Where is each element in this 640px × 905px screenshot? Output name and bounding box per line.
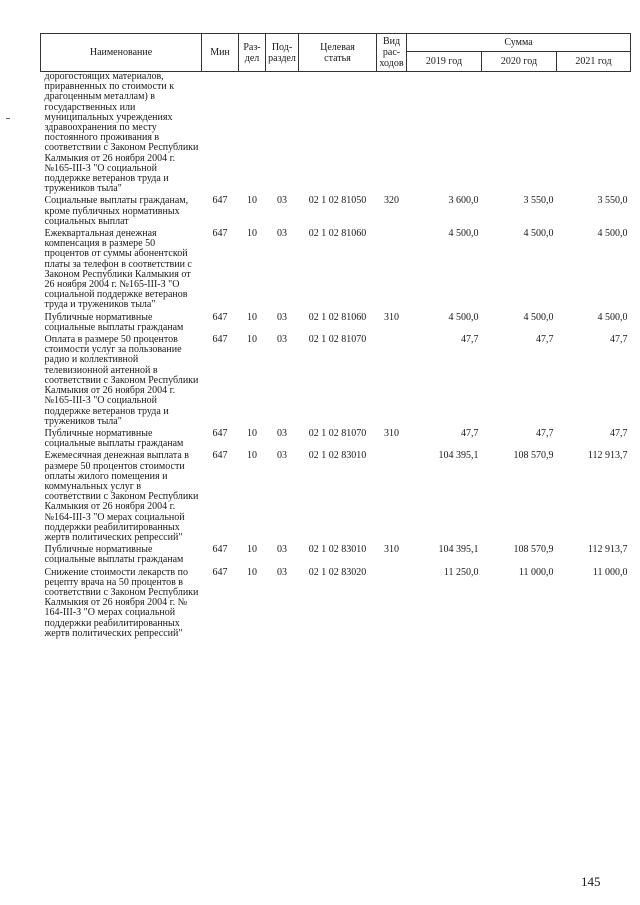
row-sum-2021: 112 913,7 — [587, 450, 628, 462]
row-target: 02 1 02 83010 — [308, 450, 367, 462]
row-podrazdel: 03 — [277, 450, 287, 462]
row-sum-2020: 108 570,9 — [513, 544, 554, 556]
row-sum-2021: 4 500,0 — [597, 311, 628, 323]
row-podrazdel: 03 — [277, 311, 287, 323]
row-sum-2021: 47,7 — [610, 334, 628, 346]
row-sum-2021: 3 550,0 — [597, 195, 628, 207]
row-razdel: 10 — [247, 311, 257, 323]
row-target: 02 1 02 83020 — [308, 566, 367, 578]
row-target: 02 1 02 81050 — [308, 195, 367, 207]
table-row — [41, 313, 631, 335]
row-vid: 310 — [384, 427, 399, 439]
header-year-2020: 2020 год — [482, 52, 557, 72]
table-row — [41, 196, 631, 229]
row-name: Снижение стоимости лекарств по рецепту врача на 50 процентов в соответствии с Законом Республики Калмыкия от 26 ноября 2004 г. № 164-III-З "О мерах социальной поддержки реабилитированных жертв политических репрессий" — [44, 566, 199, 639]
row-target: 02 1 02 81070 — [308, 334, 367, 346]
row-target: 02 1 02 81060 — [308, 228, 367, 240]
row-min: 647 — [212, 311, 228, 323]
budget-table — [40, 33, 631, 641]
header-vid: Вид рас- ходов — [377, 34, 407, 72]
row-podrazdel: 03 — [277, 544, 287, 556]
row-min: 647 — [212, 566, 228, 578]
row-sum-2021: 11 000,0 — [592, 566, 628, 578]
row-sum-2019: 11 250,0 — [443, 566, 479, 578]
row-name: Публичные нормативные социальные выплаты гражданам — [44, 427, 184, 450]
row-podrazdel: 03 — [277, 566, 287, 578]
table-row — [41, 429, 631, 451]
row-razdel: 10 — [247, 566, 257, 578]
header-razdel: Раз- дел — [239, 34, 266, 72]
row-vid: 310 — [384, 544, 399, 556]
row-min: 647 — [212, 195, 228, 207]
row-sum-2019: 4 500,0 — [448, 228, 479, 240]
row-min: 647 — [212, 450, 228, 462]
row-podrazdel: 03 — [277, 195, 287, 207]
row-vid — [377, 568, 407, 641]
row-vid — [377, 229, 407, 313]
row-sum-2020: 3 550,0 — [523, 195, 554, 207]
row-sum-2021: 112 913,7 — [587, 544, 628, 556]
row-podrazdel — [266, 72, 299, 197]
table-row — [41, 451, 631, 545]
row-min: 647 — [212, 228, 228, 240]
table-row — [41, 72, 631, 197]
row-sum-2019: 104 395,1 — [438, 450, 479, 462]
row-sum-2020: 4 500,0 — [523, 228, 554, 240]
table-row — [41, 335, 631, 429]
row-min: 647 — [212, 334, 228, 346]
row-razdel: 10 — [247, 427, 257, 439]
row-name: Ежемесячная денежная выплата в размере 50 процентов стоимости оплаты жилого помещения и коммунальных услуг в соответствии с Законом Республики Калмыкия от 26 ноября 2004 г. №164-III-З "О мерах социальной поддержки реабилитированных жертв политических репрессий" — [44, 450, 199, 543]
page-number: 145 — [581, 874, 601, 889]
row-target: 02 1 02 81070 — [308, 427, 367, 439]
table-header — [41, 34, 631, 72]
row-sum-2021: 4 500,0 — [597, 228, 628, 240]
row-target — [299, 72, 377, 197]
row-vid — [377, 72, 407, 197]
row-vid: 320 — [384, 195, 399, 207]
row-target: 02 1 02 81060 — [308, 311, 367, 323]
header-name: Наименование — [41, 34, 202, 72]
row-podrazdel: 03 — [277, 427, 287, 439]
row-vid — [377, 451, 407, 545]
margin-mark — [6, 118, 10, 119]
row-razdel: 10 — [247, 228, 257, 240]
row-min — [202, 72, 239, 197]
row-sum-2019 — [407, 72, 482, 197]
row-name: Ежеквартальная денежная компенсация в размере 50 процентов от суммы абонентской платы за телефон в соответствии с Законом Республики Калмыкия от 26 ноября 2004 г. №165-III-З "О социальной поддержке ветеранов труда и тружеников тыла" — [44, 228, 192, 311]
row-razdel: 10 — [247, 450, 257, 462]
row-sum-2020: 4 500,0 — [523, 311, 554, 323]
row-target: 02 1 02 83010 — [308, 544, 367, 556]
row-podrazdel: 03 — [277, 334, 287, 346]
header-podrazdel: Под- раздел — [266, 34, 299, 72]
row-name: дорогостоящих материалов, приравненных по стоимости к драгоценным металлам) в государственных или муниципальных учреждениях здравоохранения по месту постоянного проживания в соответствии с Законом Республики Калмыкия от 26 ноября 2004 г. №165-III-З "О социальной поддержке ветеранов труда и тружеников тыла" — [44, 71, 199, 195]
row-name: Публичные нормативные социальные выплаты гражданам — [44, 311, 184, 333]
header-sum: Сумма — [407, 34, 631, 52]
row-sum-2020: 11 000,0 — [518, 566, 554, 578]
row-name: Публичные нормативные социальные выплаты гражданам — [44, 544, 184, 566]
row-sum-2019: 3 600,0 — [448, 195, 479, 207]
row-sum-2020 — [482, 72, 557, 197]
row-razdel: 10 — [247, 544, 257, 556]
header-year-2021: 2021 год — [557, 52, 631, 72]
row-razdel: 10 — [247, 334, 257, 346]
row-vid — [377, 335, 407, 429]
row-sum-2021: 47,7 — [610, 427, 628, 439]
header-target: Целевая статья — [299, 34, 377, 72]
budget-table-sheet — [40, 33, 630, 641]
header-min: Мин — [202, 34, 239, 72]
row-name: Социальные выплаты гражданам, кроме публичных нормативных социальных выплат — [44, 195, 189, 227]
row-sum-2020: 47,7 — [536, 334, 554, 346]
row-sum-2019: 4 500,0 — [448, 311, 479, 323]
row-razdel — [239, 72, 266, 197]
header-year-2019: 2019 год — [407, 52, 482, 72]
row-razdel: 10 — [247, 195, 257, 207]
row-sum-2019: 47,7 — [461, 334, 479, 346]
row-sum-2020: 108 570,9 — [513, 450, 554, 462]
row-sum-2019: 47,7 — [461, 427, 479, 439]
row-name: Оплата в размере 50 процентов стоимости услуг за пользование радио и коллективной телевизионной антенной в соответствии с Законом Республики Калмыкия от 26 ноября 2004 г. №165-III-З "О социальной поддержке ветеранов труда и тружеников тыла" — [44, 334, 199, 427]
table-row — [41, 229, 631, 313]
row-podrazdel: 03 — [277, 228, 287, 240]
row-vid: 310 — [384, 311, 399, 323]
table-body — [41, 72, 631, 641]
table-row — [41, 568, 631, 641]
table-row — [41, 545, 631, 567]
row-min: 647 — [212, 544, 228, 556]
row-sum-2021 — [557, 72, 631, 197]
row-sum-2020: 47,7 — [536, 427, 554, 439]
row-min: 647 — [212, 427, 228, 439]
row-sum-2019: 104 395,1 — [438, 544, 479, 556]
